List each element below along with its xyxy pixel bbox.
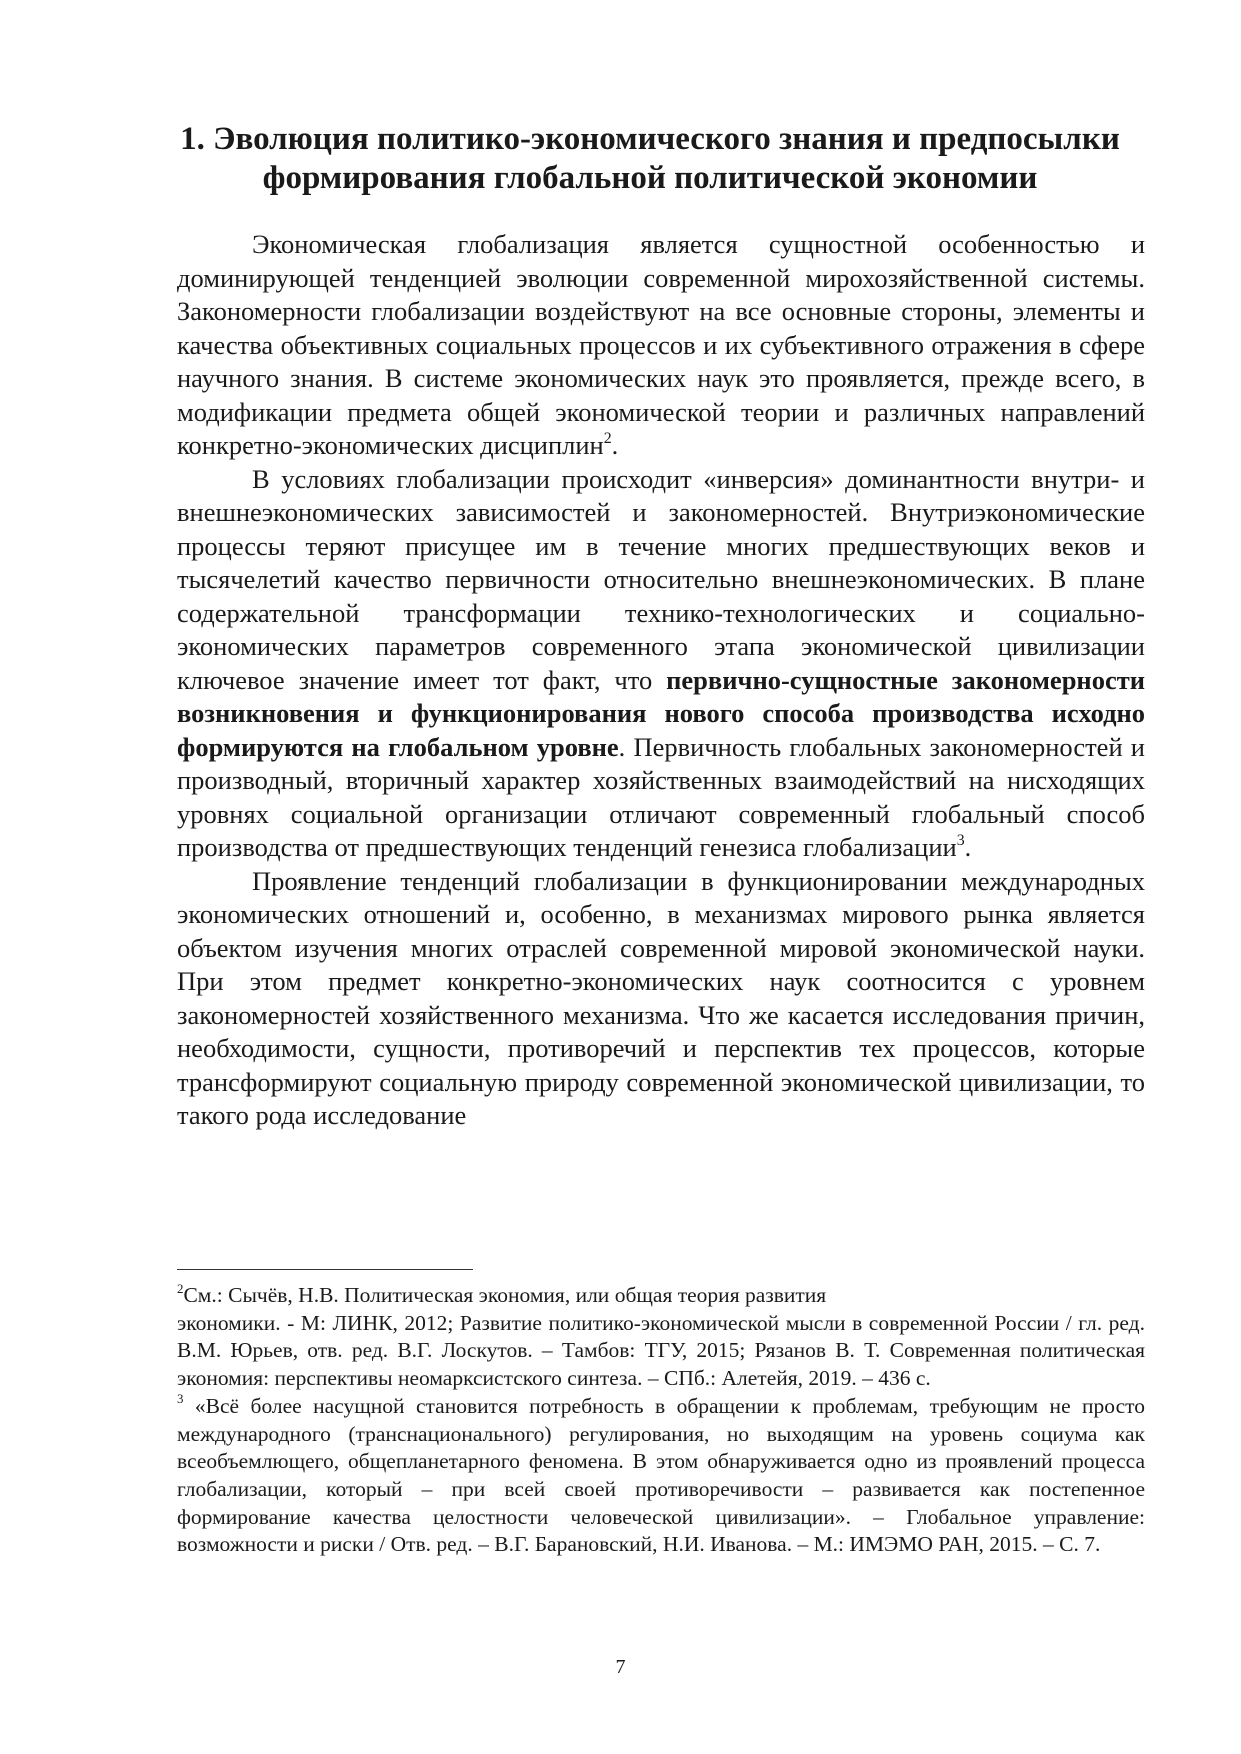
- heading-line-1: 1. Эволюция политико-экономического знания и предпосылки: [180, 121, 1120, 157]
- emphasized-statement: первично-сущностные закономерности возникновения и функционирования нового способа производства исходно формируются на глобальном уровне: [177, 664, 1145, 762]
- footnote-separator: [177, 1269, 473, 1270]
- paragraph-text: Проявление тенденций глобализации в функционировании международных экономических отношений и, особенно, в механизмах мирового рынка является объектом изучения многих отраслей современной мировой экономической науки. При этом предмет конкретно-экономических наук соотносится с уровнем закономерностей хозяйственного механизма. Что же касается исследования причин, необходимости, сущности, противоречий и перспектив тех процессов, которые трансформируют социальную природу современной экономической цивилизации, то такого рода исследование: [177, 865, 1145, 1130]
- footnote-2: [177, 1282, 1145, 1393]
- paragraph-text-after: . Первичность глобальных закономерностей и производный, вторичный характер хозяйственных взаимодействий на нисходящих уровнях социальной организации отличают современный глобальный способ производства от предшествующих тенденций генезиса глобализации: [177, 731, 1145, 862]
- footnote-text: «Всё более насущной становится потребность в обращении к проблемам, требующим не просто международного (транснационального) регулирования, но выходящим на уровень социума как всеобъемлющего, общепланетарного феномена. В этом обнаруживается одно из проявлений процесса глобализации, который – при всей своей противоречивости – развивается как постепенное формирование качества целостности человеческой цивилизации». – Глобальное управление: возможности и риски / Отв. ред. – В.Г. Барановский, Н.И. Иванова. – М.: ИМЭМО РАН, 2015. – С. 7.: [177, 1393, 1145, 1557]
- paragraph-end: .: [611, 430, 619, 460]
- footnote-3: [177, 1393, 1145, 1559]
- footnote-ref-2: 2: [603, 429, 612, 447]
- footnote-ref-3: 3: [956, 831, 965, 849]
- footnote-text-first-line: См.: Сычёв, Н.В. Политическая экономия, или общая теория развития: [183, 1283, 827, 1307]
- footnotes: [177, 1282, 1145, 1559]
- paragraph-text-before: В условиях глобализации происходит «инверсия» доминантности внутри- и внешнеэкономических зависимостей и закономерностей. Внутриэкономические процессы теряют присущее им в течение многих предшествующих веков и тысячелетий качество первичности относительно внешнеэкономических. В плане содержательной трансформации технико-технологических и социально-экономических параметров современного этапа экономической цивилизации ключевое значение имеет тот факт, что: [177, 463, 1145, 695]
- heading-line-2: формирования глобальной политической экономии: [262, 160, 1038, 196]
- body-text: [177, 228, 1145, 1133]
- paragraph-3: [177, 865, 1145, 1133]
- section-heading: [150, 120, 1150, 198]
- paragraph-2: [177, 463, 1145, 865]
- paragraph-end: .: [964, 832, 972, 862]
- paragraph-text: Экономическая глобализация является сущностной особенностью и доминирующей тенденцией эволюции современной мирохозяйственной системы. Закономерности глобализации воздействуют на все основные стороны, элементы и качества объективных социальных процессов и их субъективного отражения в сфере научного знания. В системе экономических наук это проявляется, прежде всего, в модификации предмета общей экономической теории и различных направлений конкретно-экономических дисциплин: [177, 229, 1145, 460]
- page-number: 7: [615, 1656, 626, 1678]
- paragraph-1: [177, 228, 1145, 463]
- footnote-mark: 2: [177, 1281, 184, 1296]
- footnote-text: экономики. - М: ЛИНК, 2012; Развитие политико-экономической мысли в современной России / гл. ред. В.М. Юрьев, отв. ред. В.Г. Лоскутов. – Тамбов: ТГУ, 2015; Рязанов В. Т. Современная политическая экономия: перспективы неомарксистского синтеза. – СПб.: Алетейя, 2019. – 436 с.: [177, 1310, 1145, 1391]
- footnote-mark: 3: [177, 1392, 184, 1407]
